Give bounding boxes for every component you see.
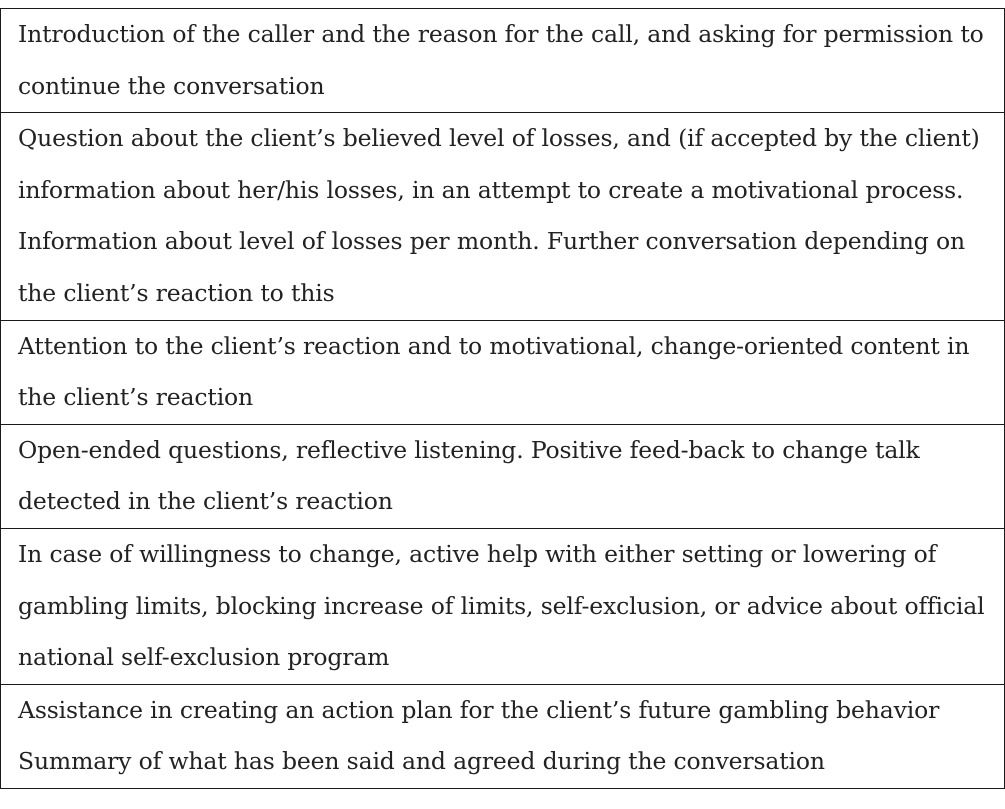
cell-text-line: gambling limits, blocking increase of limits, self-exclusion, or advice about official [18,591,985,620]
table-cell-introduction [1,9,1005,113]
table-cell-losses-question [1,113,1005,320]
table-body [1,9,1005,789]
cell-text-line: Summary of what has been said and agreed during the conversation [18,747,825,776]
cell-text-line: national self-exclusion program [18,643,390,672]
cell-text-line: the client’s reaction [18,383,254,412]
table-cell-attention [1,320,1005,424]
table-row [1,528,1005,684]
table-cell-open-questions [1,424,1005,528]
cell-text-line: continue the conversation [18,71,325,100]
table-row [1,424,1005,528]
table-cell-willingness [1,528,1005,684]
table-row [1,320,1005,424]
cell-text-line: the client’s reaction to this [18,278,335,307]
cell-text-line: Attention to the client’s reaction and to motivational, change-oriented content in [18,331,970,360]
cell-text-line: Question about the client’s believed level of losses, and (if accepted by the client) [18,124,980,153]
cell-text-line: Open-ended questions, reflective listening. Positive feed-back to change talk [18,435,920,464]
table-row [1,9,1005,113]
table-row [1,684,1005,788]
table-cell-action-plan [1,684,1005,788]
cell-text-line: detected in the client’s reaction [18,487,393,516]
cell-text-line: Introduction of the caller and the reason for the call, and asking for permission to [18,20,984,48]
cell-text-line: information about her/his losses, in an attempt to create a motivational process. [18,175,964,204]
cell-text-line: Information about level of losses per month. Further conversation depending on [18,227,965,256]
cell-text-line: In case of willingness to change, active help with either setting or lowering of [18,539,937,568]
intervention-steps-table [0,8,1005,789]
cell-text-line: Assistance in creating an action plan for the client’s future gambling behavior [18,695,940,724]
table-row [1,113,1005,320]
